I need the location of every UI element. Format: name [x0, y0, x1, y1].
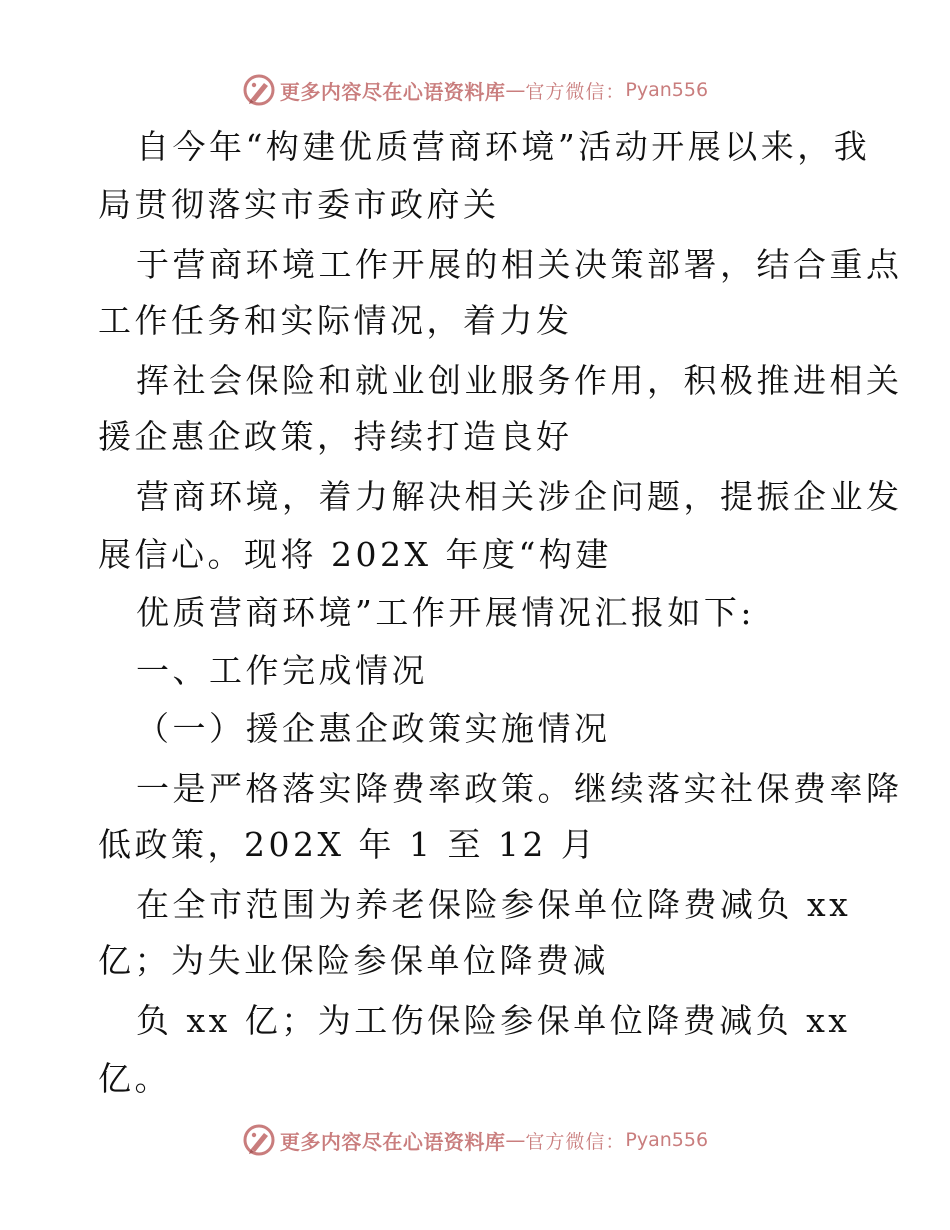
pen-logo-icon	[242, 73, 276, 107]
watermark-wechat-id: Pyan556	[625, 79, 709, 101]
section-heading: 一、工作完成情况	[136, 651, 428, 690]
watermark-footer	[0, 1120, 950, 1160]
watermark-wechat-label: 官方微信：	[525, 80, 626, 103]
paragraph-line: 亿；为失业保险参保单位降费减	[98, 941, 609, 980]
paragraph-line: 于营商环境工作开展的相关决策部署，结合重点	[136, 245, 903, 284]
paragraph-line: 亿。	[98, 1059, 171, 1098]
pen-logo-icon	[242, 1123, 276, 1157]
paragraph-line: 展信心。现将 202X 年度“构建	[98, 535, 612, 574]
paragraph-line: 自今年“构建优质营商环境”活动开展以来，我	[136, 127, 871, 166]
paragraph-line: 局贯彻落实市委市政府关	[98, 185, 500, 224]
paragraph-line: 低政策，202X 年 1 至 12 月	[98, 825, 598, 864]
paragraph-line: 挥社会保险和就业创业服务作用，积极推进相关	[136, 361, 903, 400]
watermark-header	[0, 70, 950, 110]
watermark-separator: —	[505, 1128, 526, 1152]
watermark-separator: —	[505, 78, 526, 102]
subsection-heading: （一）援企惠企政策实施情况	[136, 709, 611, 748]
watermark-wechat-label: 官方微信：	[525, 1130, 626, 1153]
paragraph-line: 一是严格落实降费率政策。继续落实社保费率降	[136, 769, 903, 808]
watermark-text: 更多内容尽在心语资料库	[279, 79, 506, 104]
paragraph-line: 援企惠企政策，持续打造良好	[98, 417, 573, 456]
watermark-text: 更多内容尽在心语资料库	[279, 1129, 506, 1154]
watermark-wechat-id: Pyan556	[625, 1129, 709, 1151]
paragraph-line: 负 xx 亿；为工伤保险参保单位降费减负 xx	[136, 1001, 851, 1040]
paragraph-line: 在全市范围为养老保险参保单位降费减负 xx	[136, 885, 852, 924]
paragraph-line: 营商环境，着力解决相关涉企问题，提振企业发	[136, 477, 903, 516]
paragraph-line: 优质营商环境”工作开展情况汇报如下:	[136, 593, 755, 632]
paragraph-line: 工作任务和实际情况，着力发	[98, 301, 573, 340]
